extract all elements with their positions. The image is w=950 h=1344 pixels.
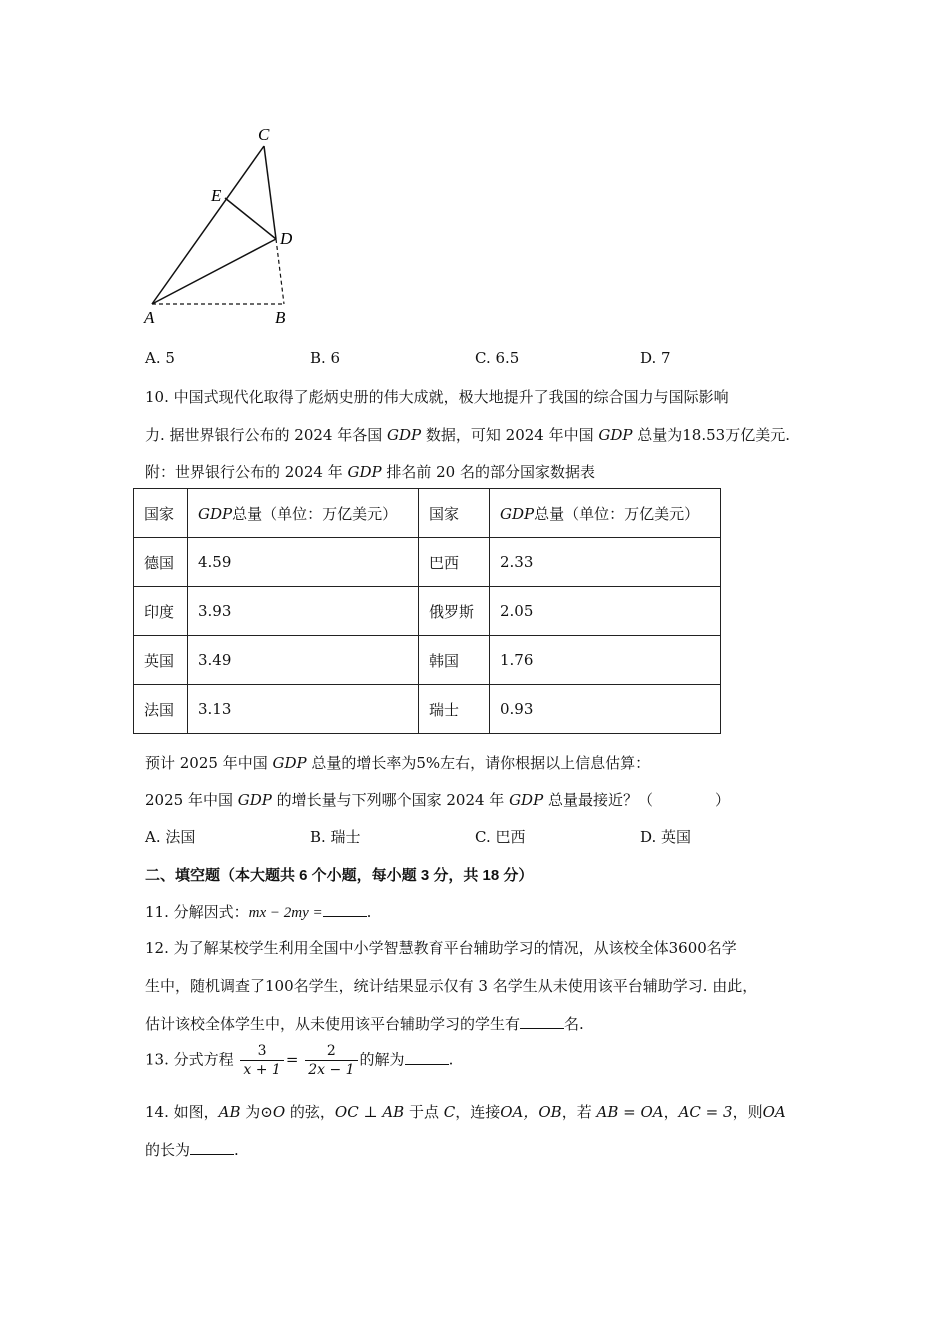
q14-mid3: 于点	[404, 1103, 444, 1121]
fraction-right-numerator: 2	[305, 1042, 357, 1061]
q10-line3	[145, 461, 595, 482]
q9-choice-a: A. 5	[145, 349, 175, 367]
gdp-cell: 0.93	[490, 685, 721, 734]
q11-end: .	[366, 903, 372, 921]
segment-cd	[264, 146, 276, 239]
fraction-right-denominator: 2x − 1	[308, 1062, 355, 1078]
q9-choice-d: D. 7	[640, 349, 671, 367]
q14-pre: 14. 如图，	[145, 1103, 219, 1121]
q14-line2-end: .	[234, 1141, 239, 1159]
fraction-left-denominator: x + 1	[243, 1062, 281, 1078]
table-row	[134, 636, 721, 685]
q10-line2-mid: 数据，可知 2024 年中国	[421, 426, 599, 444]
table-row	[134, 685, 721, 734]
gdp-term: GDP	[387, 426, 422, 444]
q10-line5-pre: 2025 年中国	[145, 791, 238, 809]
q10-line4	[145, 752, 650, 773]
q14-c: C	[443, 1103, 456, 1121]
q10-line3-pre: 附：世界银行公布的 2024 年	[145, 463, 348, 481]
q10-choice-b: B. 瑞士	[310, 828, 361, 846]
q14-mid2: 的弦，	[285, 1103, 335, 1121]
q12-line3	[145, 1013, 584, 1034]
q9-choices	[145, 349, 785, 371]
country-cell: 德国	[134, 538, 188, 587]
q13-prefix: 13. 分式方程	[145, 1050, 234, 1069]
header-country: 国家	[134, 489, 188, 538]
gdp-cell: 4.59	[188, 538, 419, 587]
segment-ad	[152, 239, 276, 304]
q10-choices	[145, 826, 785, 848]
header-gdp-unit: 总量（单位：万亿美元）	[232, 504, 398, 523]
country-cell: 巴西	[419, 538, 490, 587]
q9-choice-b: B. 6	[310, 349, 341, 367]
segment-ed	[225, 198, 276, 239]
q14-mid1: 为⊙	[240, 1103, 273, 1121]
fraction-right	[305, 1042, 357, 1079]
q10-choice-a: A. 法国	[145, 828, 196, 846]
q10-line2-pre: 力. 据世界银行公布的 2024 年各国	[145, 426, 388, 444]
q14-line2-pre: 的长为	[145, 1141, 191, 1159]
country-cell: 瑞士	[419, 685, 490, 734]
gdp-term: GDP	[509, 791, 544, 809]
q14-ab: AB	[218, 1103, 241, 1121]
q10-line4-pre: 预计 2025 年中国	[145, 754, 273, 772]
label-c: C	[258, 125, 270, 144]
gdp-cell: 2.33	[490, 538, 721, 587]
q14-line2	[145, 1139, 239, 1160]
q10-line1: 10. 中国式现代化取得了彪炳史册的伟大成就，极大地提升了我国的综合国力与国际影响	[145, 388, 729, 406]
q10-line5-mid: 的增长量与下列哪个国家 2024 年	[271, 791, 510, 809]
label-b: B	[275, 308, 286, 327]
header-gdp	[188, 489, 419, 538]
q13-equals: =	[285, 1050, 299, 1069]
gdp-term: GDP	[237, 791, 272, 809]
gdp-term: GDP	[272, 754, 307, 772]
country-cell: 印度	[134, 587, 188, 636]
q14-oa-ob: OA，OB	[500, 1103, 562, 1121]
q10-line2-post: 总量为18.53万亿美元.	[632, 426, 790, 444]
header-gdp	[490, 489, 721, 538]
q12-answer-blank[interactable]	[520, 1014, 564, 1029]
q10-choice-c: C. 巴西	[475, 828, 526, 846]
label-a: A	[144, 308, 155, 327]
q13	[145, 1042, 453, 1079]
country-cell: 英国	[134, 636, 188, 685]
q11-expr: mx − 2my =	[248, 905, 323, 921]
q11-prefix: 11. 分解因式：	[145, 903, 249, 921]
q12-line1: 12. 为了解某校学生利用全国中小学智慧教育平台辅助学习的情况，从该校全体3600名学	[145, 939, 737, 957]
q14-cond1: AB = OA	[596, 1103, 664, 1121]
section2-title: 二、填空题（本大题共 6 个小题，每小题 3 分，共 18 分）	[145, 867, 534, 884]
table-row	[134, 538, 721, 587]
q9-choice-c: C. 6.5	[475, 349, 520, 367]
q10-line5-post: 总量最接近？（	[543, 791, 653, 809]
triangle-figure	[130, 120, 320, 330]
table-header-row	[134, 489, 721, 538]
q10-line5-close: ）	[714, 791, 730, 809]
header-country: 国家	[419, 489, 490, 538]
gdp-term: GDP	[598, 426, 633, 444]
gdp-cell: 3.93	[188, 587, 419, 636]
table-row	[134, 587, 721, 636]
segment-db-dashed	[276, 239, 284, 304]
q13-suffix: 的解为	[359, 1050, 405, 1069]
q12-line3-pre: 估计该校全体学生中，从未使用该平台辅助学习的学生有	[145, 1015, 521, 1033]
q14-line1	[145, 1101, 786, 1122]
label-e: E	[211, 186, 222, 205]
gdp-cell: 1.76	[490, 636, 721, 685]
q14-oa: OA	[762, 1103, 786, 1121]
gdp-table	[133, 488, 721, 734]
q14-mid6: ，	[663, 1103, 679, 1121]
gdp-cell: 3.49	[188, 636, 419, 685]
country-cell: 韩国	[419, 636, 490, 685]
q13-answer-blank[interactable]	[405, 1050, 449, 1065]
gdp-cell: 3.13	[188, 685, 419, 734]
gdp-cell: 2.05	[490, 587, 721, 636]
q14-cond2: AC = 3	[678, 1103, 733, 1121]
q11	[145, 901, 371, 922]
q14-o: O	[272, 1103, 286, 1121]
segment-ac	[152, 146, 264, 304]
fraction-left-numerator: 3	[240, 1042, 283, 1061]
q10-choice-d: D. 英国	[640, 828, 692, 846]
q12-line2: 生中，随机调查了100名学生，统计结果显示仅有 3 名学生从未使用该平台辅助学习. 由此，	[145, 977, 758, 995]
label-d: D	[280, 229, 293, 248]
country-cell: 俄罗斯	[419, 587, 490, 636]
q14-oc-perp-ab: OC ⊥ AB	[334, 1103, 405, 1121]
q10-line5	[145, 789, 730, 810]
q10-line3-post: 排名前 20 名的部分国家数据表	[381, 463, 595, 481]
country-cell: 法国	[134, 685, 188, 734]
q13-end: .	[448, 1050, 454, 1069]
q14-answer-blank[interactable]	[190, 1140, 234, 1155]
q11-answer-blank[interactable]	[323, 902, 367, 917]
q12-line3-post: 名.	[564, 1015, 584, 1033]
q14-mid4: ，连接	[455, 1103, 501, 1121]
gdp-term: GDP	[500, 504, 535, 523]
q14-mid7: ，则	[732, 1103, 763, 1121]
q14-mid5: ，若	[561, 1103, 597, 1121]
q10-line2	[145, 424, 790, 445]
fraction-left	[240, 1042, 283, 1079]
q10-line4-post: 总量的增长率为5%左右，请你根据以上信息估算：	[306, 754, 651, 772]
header-gdp-unit: 总量（单位：万亿美元）	[534, 504, 700, 523]
gdp-term: GDP	[347, 463, 382, 481]
gdp-term: GDP	[198, 504, 233, 523]
